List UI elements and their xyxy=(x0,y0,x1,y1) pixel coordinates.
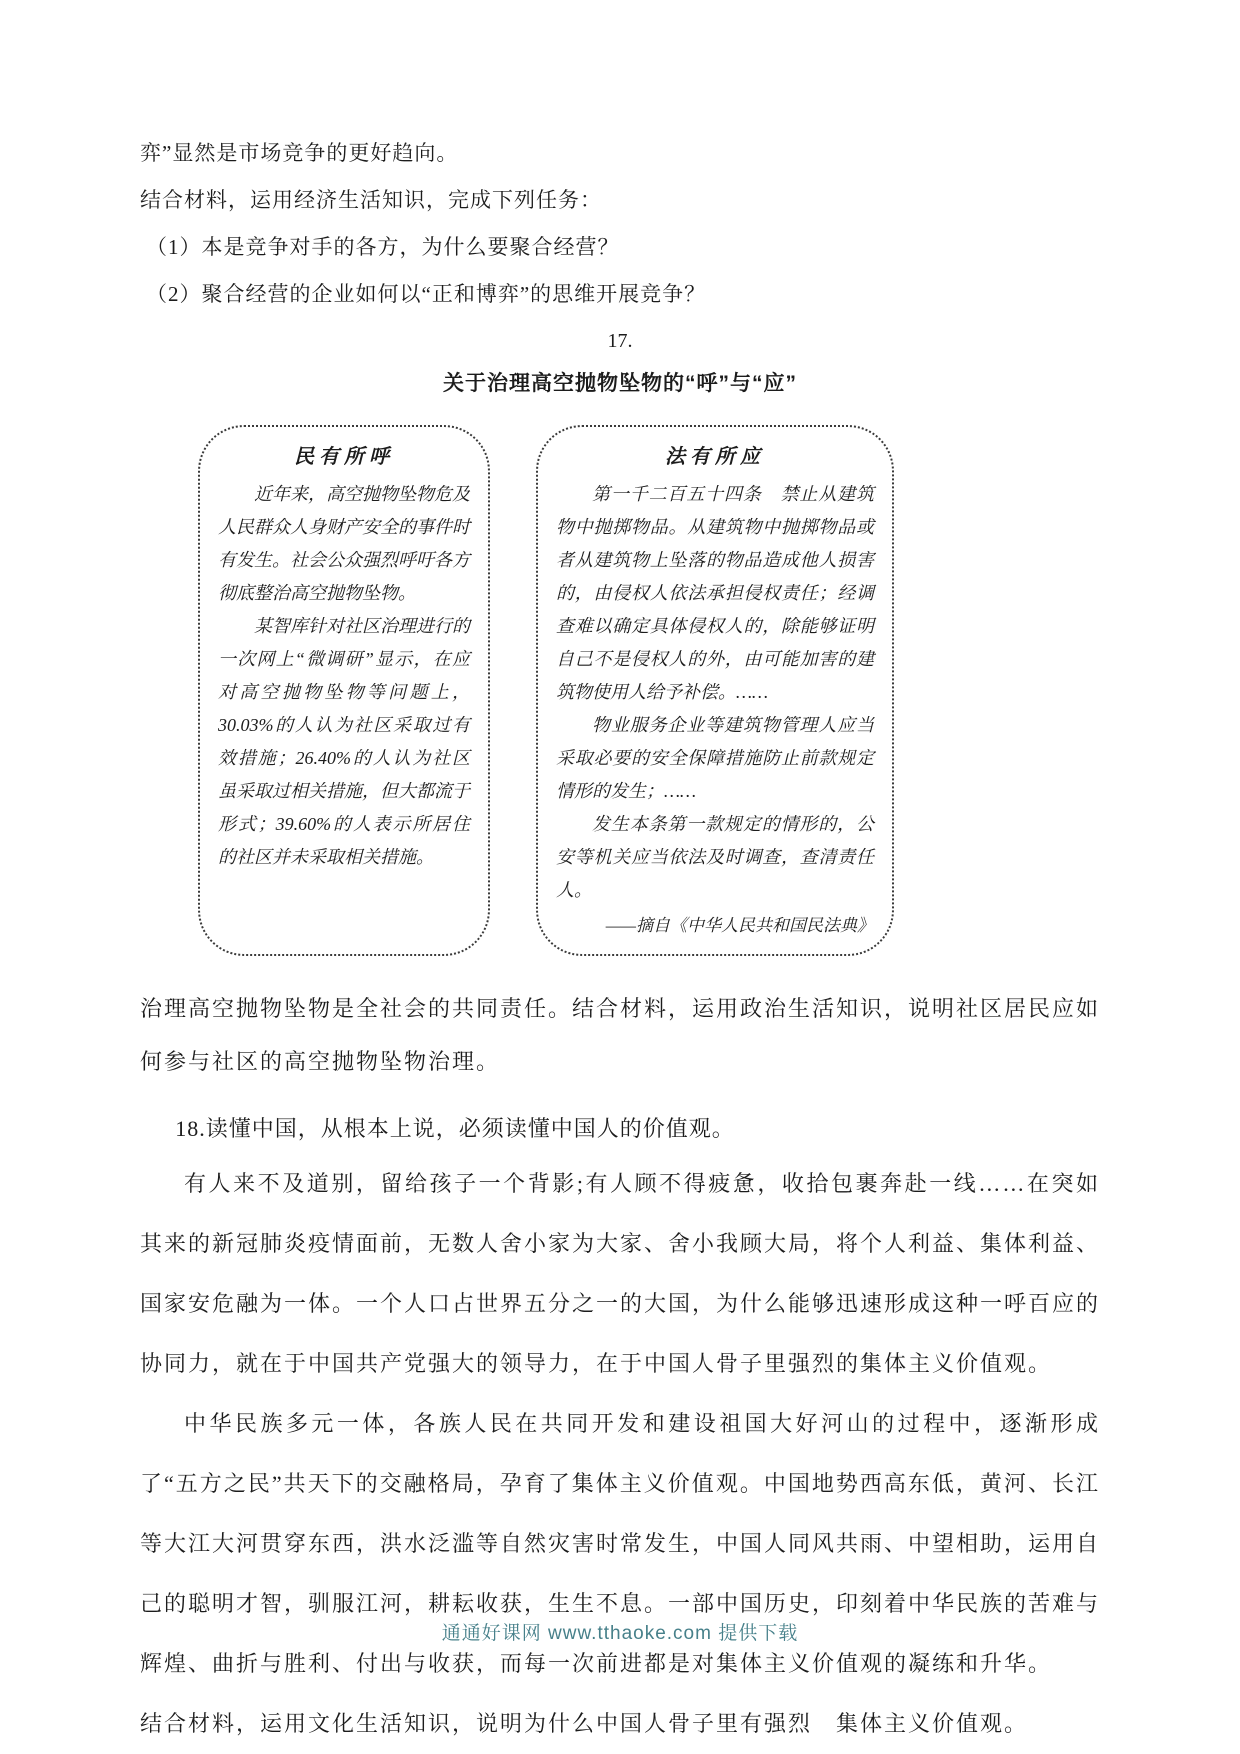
page-content xyxy=(140,130,1100,1750)
footer-site-credit: 通通好课网 www.tthaoke.com 提供下载 xyxy=(441,1623,799,1644)
law-response-box-title: 法有所应 xyxy=(665,446,765,468)
call-response-boxes xyxy=(198,425,1100,956)
law-response-paragraph-1: 第一千二百五十四条 禁止从建筑物中抛掷物品。从建筑物中抛掷物品或者从建筑物上坠落的物品造成他人损害的，由侵权人依法承担侵权责任；经调查难以确定具体侵权人的，除能够证明自己不是侵权人的外，由可能加害的建筑物使用人给予补偿。…… xyxy=(556,484,874,702)
law-source-citation: ——摘自《中华人民共和国民法典》 xyxy=(605,916,874,935)
task-instruction-line: 结合材料，运用经济生活知识，完成下列任务： xyxy=(140,188,602,212)
question-17-task: 治理高空抛物坠物是全社会的共同责任。结合材料，运用政治生活知识，说明社区居民应如何参与社区的高空抛物坠物治理。 xyxy=(140,996,1101,1074)
people-call-paragraph-2: 某智库针对社区治理进行的一次网上“微调研”显示，在应对高空抛物坠物等问题上，30.03%的人认为社区采取过有效措施；26.40%的人认为社区虽采取过相关措施，但大都流于形式；39.60%的人表示所居住的社区并未采取相关措施。 xyxy=(218,616,470,867)
subquestion-1: （1）本是竞争对手的各方，为什么要聚合经营？ xyxy=(146,235,620,259)
question-17-number: 17. xyxy=(607,330,633,352)
question-18-lead: 18.读懂中国，从根本上说，必须读懂中国人的价值观。 xyxy=(175,1116,735,1141)
question-18-paragraph-2: 中华民族多元一体，各族人民在共同开发和建设祖国大好河山的过程中，逐渐形成了“五方之民”共天下的交融格局，孕育了集体主义价值观。中国地势西高东低，黄河、长江等大江大河贯穿东西，洪水泛滥等自然灾害时常发生，中国人同风共雨、中望相助，运用自己的聪明才智，驯服江河，耕耘收获，生生不息。一部中国历史，印刻着中华民族的苦难与辉煌、曲折与胜利、付出与收获，而每一次前进都是对集体主义价值观的凝练和升华。 xyxy=(140,1411,1101,1676)
law-response-box xyxy=(536,425,894,956)
people-call-box xyxy=(198,425,490,956)
question-18-paragraph-1: 有人来不及道别，留给孩子一个背影;有人顾不得疲惫，收拾包裹奔赴一线……在突如其来的新冠肺炎疫情面前，无数人舍小家为大家、舍小我顾大局，将个人利益、集体利益、国家安危融为一体。一个人口占世界五分之一的大国，为什么能够迅速形成这种一呼百应的协同力，就在于中国共产党强大的领导力，在于中国人骨子里强烈的集体主义价值观。 xyxy=(140,1171,1101,1376)
law-response-paragraph-2: 物业服务企业等建筑物管理人应当采取必要的安全保障措施防止前款规定情形的发生；…… xyxy=(556,715,874,801)
carryover-line: 弈”显然是市场竞争的更好趋向。 xyxy=(140,141,459,165)
law-response-paragraph-3: 发生本条第一款规定的情形的，公安等机关应当依法及时调查，查清责任人。 xyxy=(556,814,874,900)
question-17-title: 关于治理高空抛物坠物的“呼”与“应” xyxy=(443,372,797,395)
people-call-box-title: 民有所呼 xyxy=(294,446,394,468)
question-18-task: 结合材料，运用文化生活知识，说明为什么中国人骨子里有强烈 集体主义价值观。 xyxy=(140,1711,1029,1736)
subquestion-2: （2）聚合经营的企业如何以“正和博弈”的思维开展竞争？ xyxy=(146,282,707,306)
question-16-tail xyxy=(140,130,1100,318)
people-call-paragraph-1: 近年来，高空抛物坠物危及人民群众人身财产安全的事件时有发生。社会公众强烈呼吁各方彻底整治高空抛物坠物。 xyxy=(218,484,470,603)
